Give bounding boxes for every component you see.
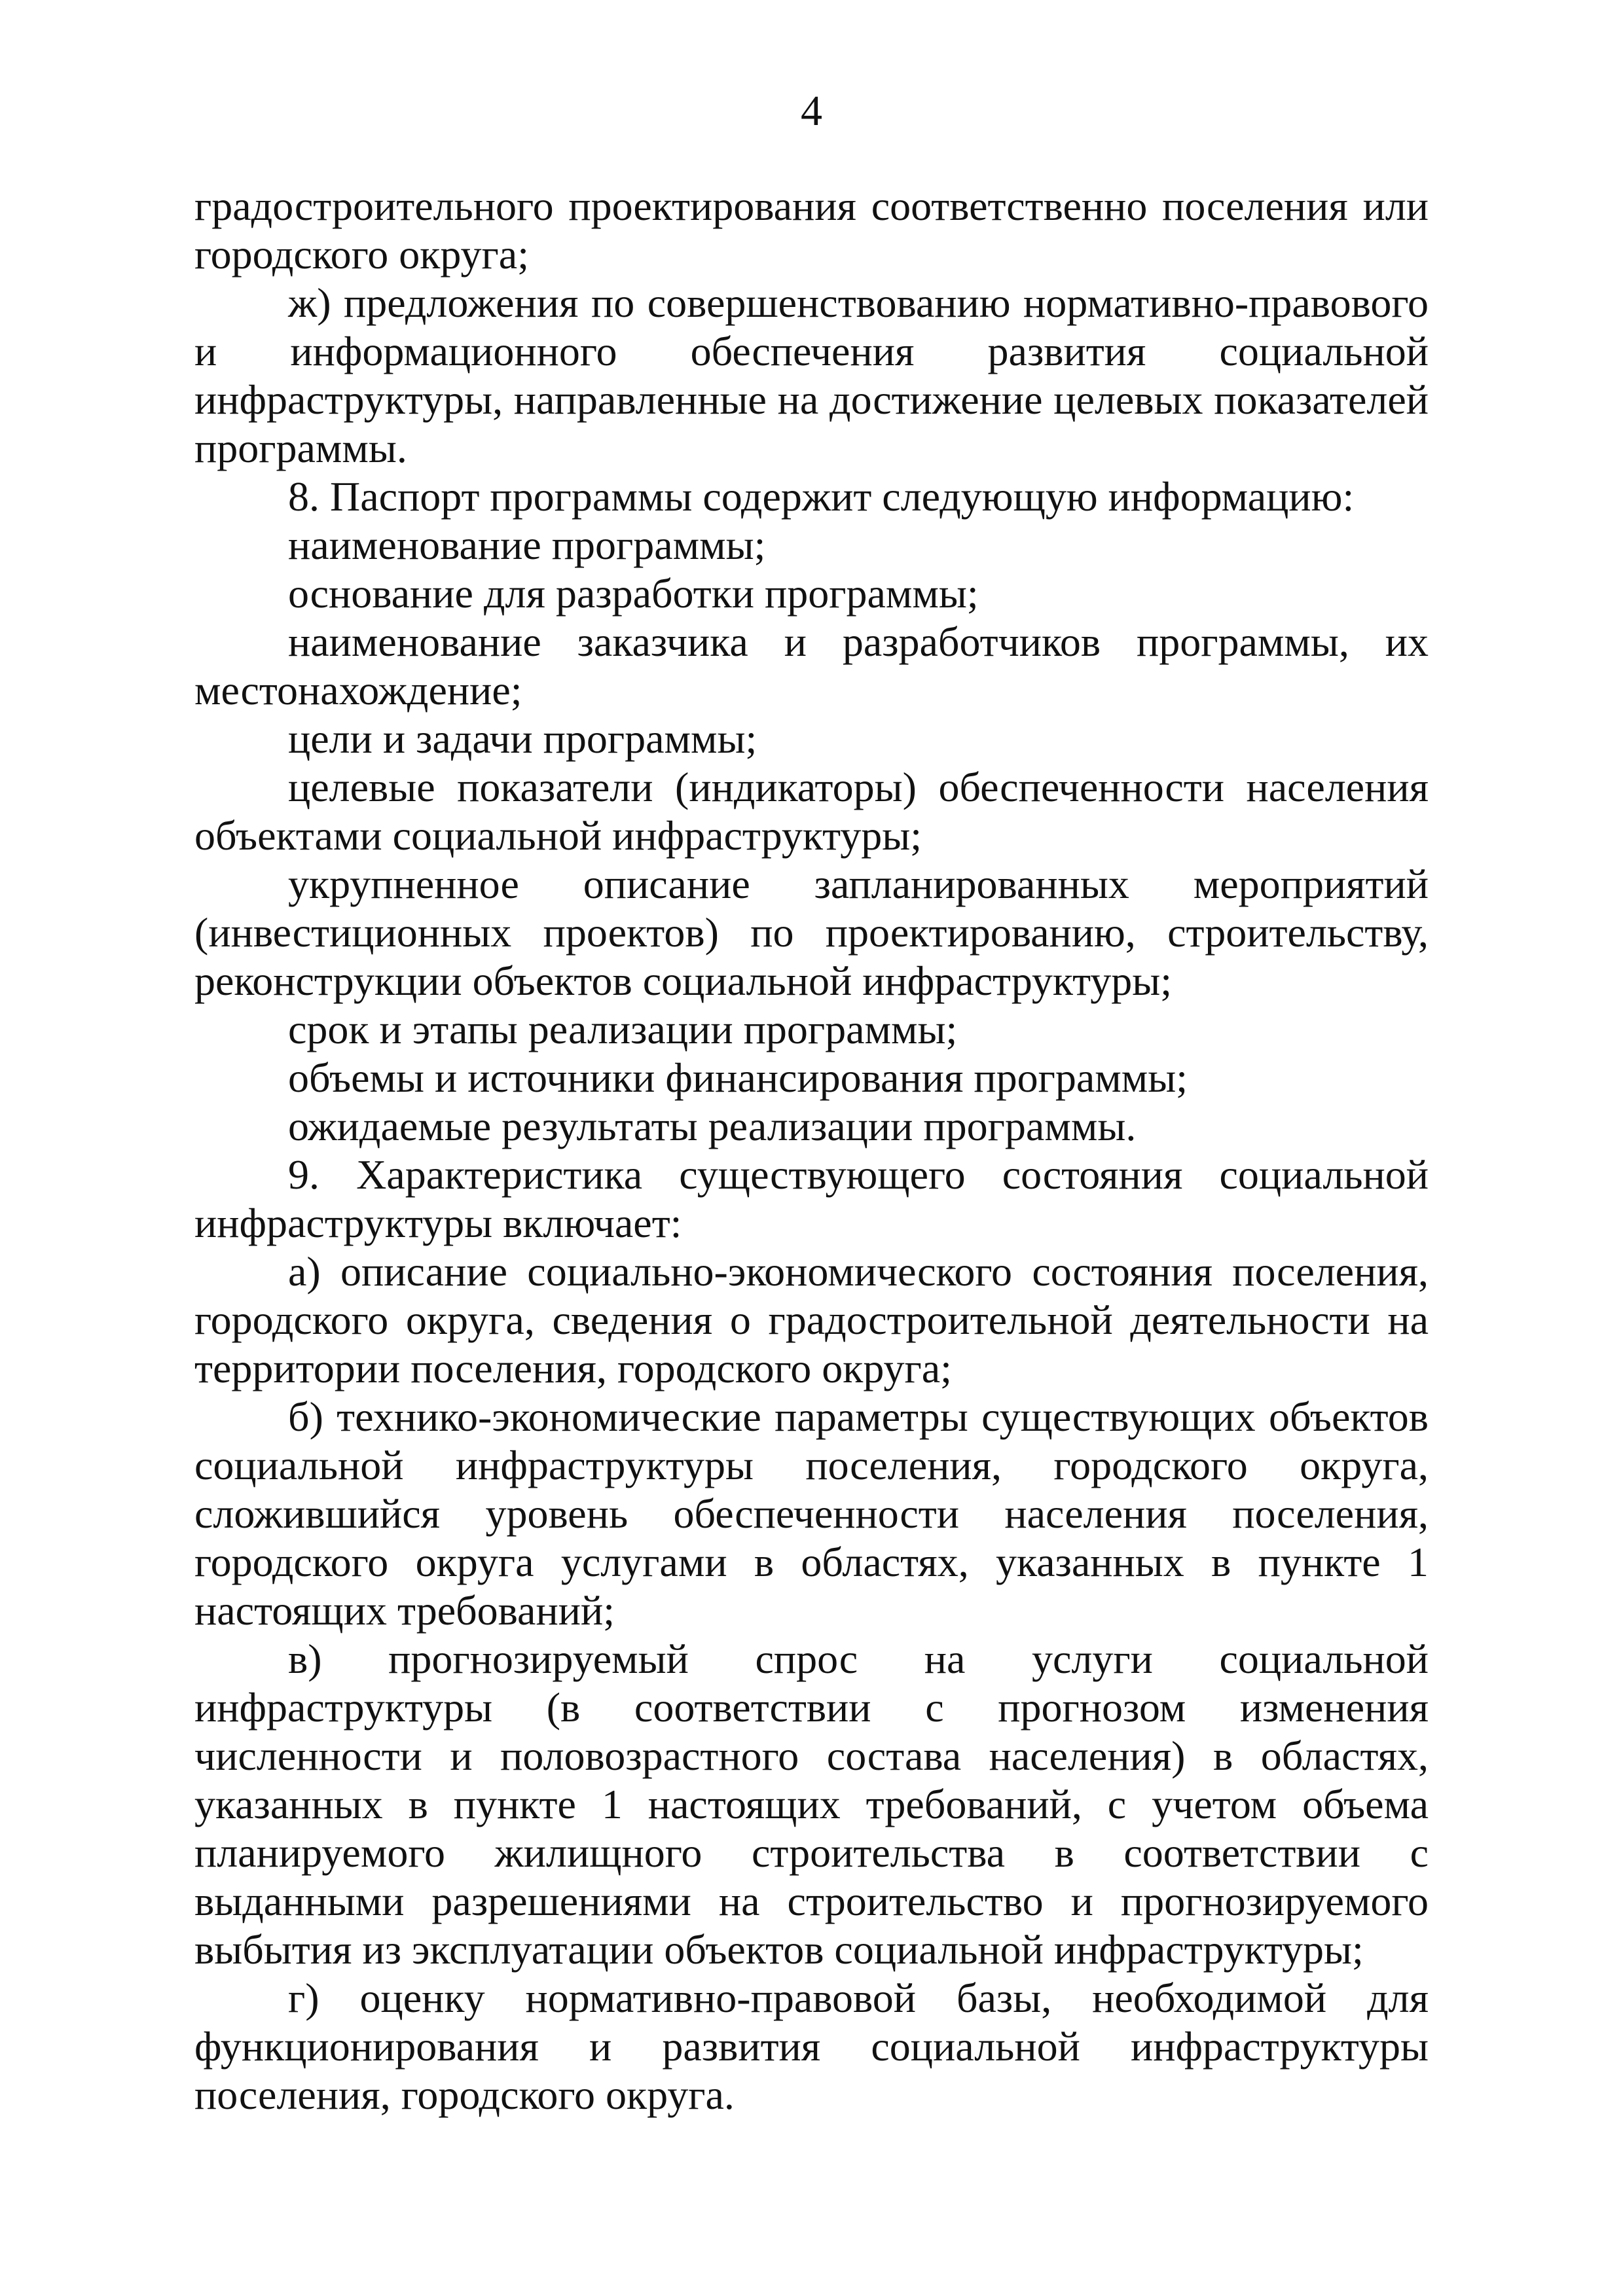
passport-item-basis: основание для разработки программы; [288,570,979,617]
passport-item-terms: срок и этапы реализации программы; [288,1006,958,1052]
passport-item-financing: объемы и источники финансирования программы; [288,1054,1188,1101]
paragraph-section-9: 9. Характеристика существующего состояния социальной инфраструктуры включает: [194,1151,1429,1246]
paragraph-continuation: градостроительного проектирования соответственно поселения или городского округа; [194,183,1429,278]
document-body [194,182,1429,2119]
passport-item-name: наименование программы; [288,522,766,568]
paragraph-item-g: г) оценку нормативно-правовой базы, необходимой для функционирования и развития социальной инфраструктуры поселения, городского округа. [194,1975,1429,2118]
paragraph-item-zh: ж) предложения по совершенствованию нормативно-правового и информационного обеспечения развития социальной инфраструктуры, направленные на достижение целевых показателей программы. [194,279,1429,471]
paragraph-item-a: а) описание социально-экономического состояния поселения, городского округа, сведения о градостроительной деятельности на территории поселения, городского округа; [194,1248,1429,1391]
passport-item-indicators: целевые показатели (индикаторы) обеспеченности населения объектами социальной инфраструктуры; [194,764,1429,859]
passport-item-measures: укрупненное описание запланированных мероприятий (инвестиционных проектов) по проектированию, строительству, реконструкции объектов социальной инфраструктуры; [194,861,1429,1004]
passport-item-goals: цели и задачи программы; [288,715,757,762]
passport-item-customer: наименование заказчика и разработчиков программы, их местонахождение; [194,619,1429,713]
paragraph-item-b: б) технико-экономические параметры существующих объектов социальной инфраструктуры поселения, городского округа, сложившийся уровень обеспеченности населения поселения, городского округа услугами в областях, указанных в пункте 1 настоящих требований; [194,1393,1429,1634]
page-number: 4 [801,87,822,135]
paragraph-section-8: 8. Паспорт программы содержит следующую информацию: [288,473,1355,520]
passport-item-results: ожидаемые результаты реализации программы. [288,1103,1137,1149]
paragraph-item-v: в) прогнозируемый спрос на услуги социальной инфраструктуры (в соответствии с прогнозом изменения численности и половозрастного состава населения) в областях, указанных в пункте 1 настоящих требований, с учетом объема планируемого жилищного строительства в соответствии с выданными разрешениями на строительство и прогнозируемого выбытия из эксплуатации объектов социальной инфраструктуры; [194,1636,1429,1973]
